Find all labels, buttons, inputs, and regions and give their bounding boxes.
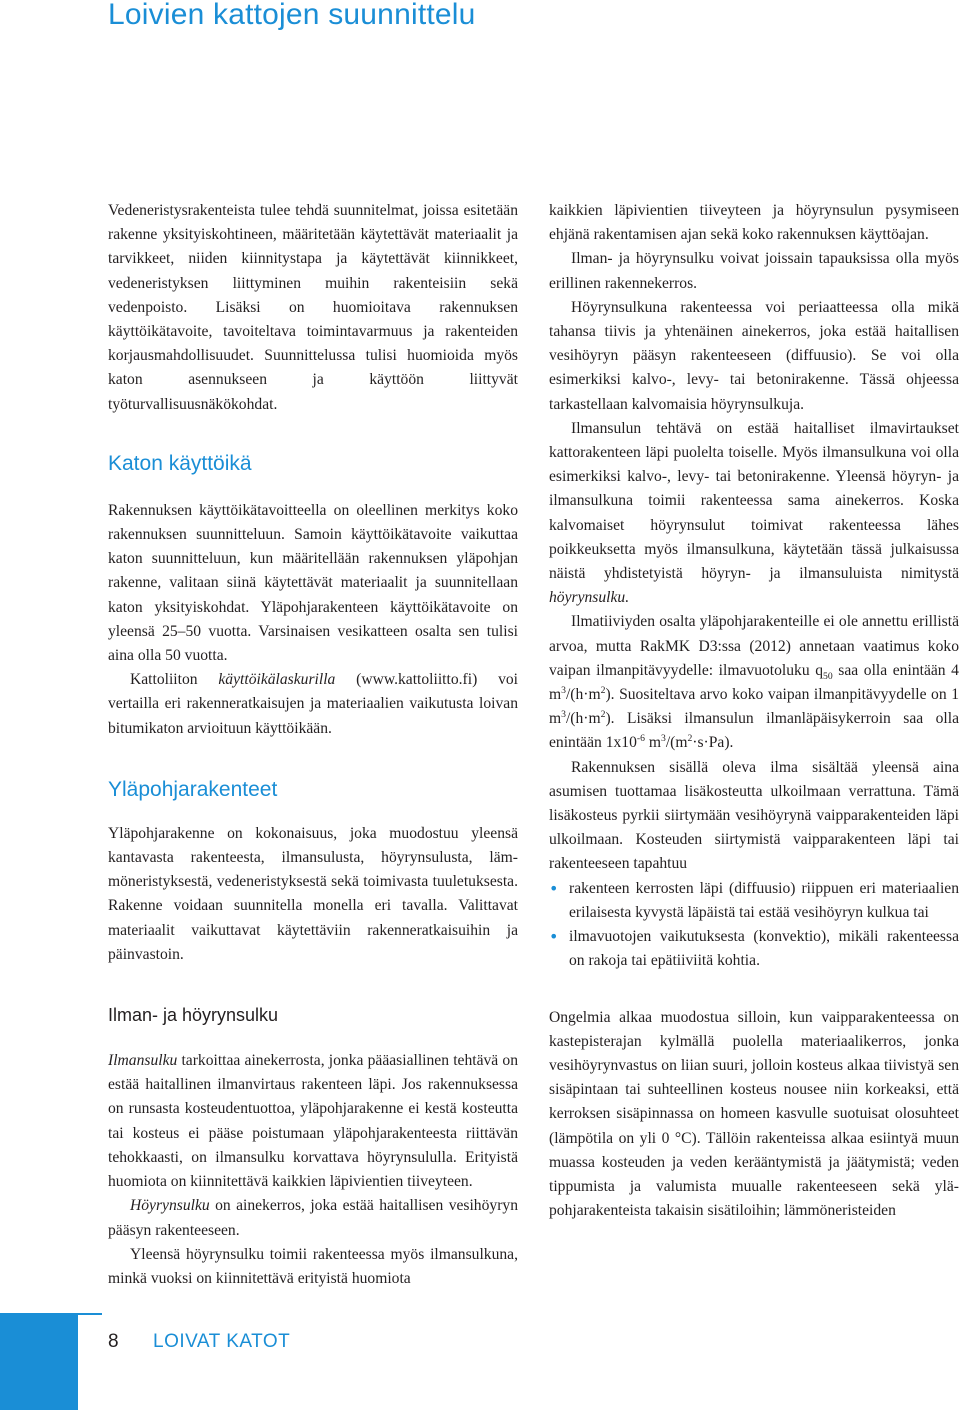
footer-accent-bar — [0, 1313, 78, 1410]
ongelmat-paragraph: Ongelmia alkaa muodostua silloin, kun vaipparakenteessa on kastepisterajan kylmällä puolella materiaalikerros, jonka vesihöyrynvastus on liian suuri, jolloin kosteus alkaa tiivistyä sen sisäpintaan tai suhteellinen kosteus nousee niin korkeaksi, että kerroksen sisäpinnassa on homeen kasvulle suotuisat olosuhteet (lämpötila on yli 0 °C). Tällöin rakenteissa alkaa esiintyä muun muassa kosteuden ja veden kerääntymistä ja jäätymistä; veden tippumista ja valumista muualle rakenteeseen sekä yläpohjarakenteista takaisin sisätiloihin; lämmöneristeiden — [549, 1008, 959, 1220]
lisakosteus-paragraph: Rakennuksen sisällä oleva ilma sisältää yleensä aina asumisen tuottamaa lisäkosteutta ulkoilmaan verrattuna. Tämä lisäkosteus pyrkii siirtymään vesihöyrynä vaipparakenteiden läpi ulkoilmaan. Kosteuden siirtymistä vaipparakenteen läpi tai rakenteeseen tapahtuu — [549, 758, 959, 873]
bullet-icon: • — [549, 878, 559, 898]
intro-paragraph: Vedeneristysrakenteista tulee tehdä suunnitelmat, joissa esitetään rakenne yksityiskohtineen, määritetään käytettävät materiaalit ja tarvikkeet, niiden kiinnitystapa ja käytettävät kiinnikkeet, vedeneristyksen liittyminen muihin rakenteisiin sekä vedenpoisto. Lisäksi on huomioitava rakennuksen käyttöikätavoite, tavoiteltava toimintavarmuus ja rakenteiden korjausmahdollisuudet. Suunnittelussa tulisi huomioida myös katon asennukseen ja käyttöön liittyvät työturvallisuusnäkökohdat. — [108, 202, 518, 413]
kayttoika-paragraph-1: Rakennuksen käyttöikätavoitteella on oleellinen merkitys koko rakennuksen suunnitteluun. Samoin käyttöikätavoite vaikuttaa katon suunnitteluun, kun määritellään rakennuksen yläpohjan rakenne, valitaan siinä käytettävät materiaalit ja suunnitellaan katon yksityiskohdat. Yläpohjarakenteen käyttöikätavoite on yleensä 25–50 vuotta. Varsinaisen vesikatteen osalta sen tulisi aina olla 50 vuotta. — [108, 501, 518, 665]
erillinen-kerros-paragraph: Ilman- ja höyrynsulku voivat joissain tapauksissa olla myös erillinen rakennekerros. — [549, 250, 959, 292]
ylapohja-paragraph: Yläpohjarakenne on kokonaisuus, joka muodostuu yleensä kantavasta rakenteesta, ilmansulusta, höyrynsulusta, lämmöneristyksestä, vedeneristyksestä sekä toimivasta tuuletuksesta. Rakenne voidaan suunnitella monella eri tavalla. Valittavat materiaalit vaikuttavat käytettäviin rakenneratkaisuihin ja päinvastoin. — [108, 824, 518, 963]
hoyrynsulku-paragraph: Höyrynsulku on ainekerros, joka estää haitallisen vesihöyryn pääsyn rakenteeseen. — [108, 1197, 518, 1239]
ilmansulku-tehtava-paragraph: Ilmansulun tehtävä on estää haitalliset ilmavirtaukset kattorakenteen läpi puolelta toiselle. Myös ilmansulkuna voi olla esimerkiksi kalvo-, levy- tai betonirakenne. Yleensä höyryn- ja ilmansulkuna toimii rakenteessa sama ainekerros. Koska kalvomaiset höyrynsulut toimivat rakenteessa lähes poikkeuksetta myös ilmansulkuna, käytetään tässä julkaisussa näistä yhdistetyistä höyryn- ja ilmansuluista nimitystä höyrynsulku. — [549, 419, 959, 607]
kayttoika-paragraph-2: Kattoliiton käyttöikälaskurilla (www.kattoliitto.fi) voi vertailla eri rakenneratkaisujen ja materiaalien vaikutusta loivan bitumikaton arvioituun käyttöikään. — [108, 671, 519, 737]
hoyrynsulku-ilmansulkuna-paragraph: Yleensä höyrynsulku toimii rakenteessa myös ilmansulkuna, minkä vuoksi on kiinnitettävä erityistä huomiota — [108, 1245, 518, 1287]
ilmansulku-paragraph: Ilmansulku tarkoittaa ainekerrosta, jonka pääasiallinen tehtävä on estää haitallinen ilmanvirtaus rakenteen läpi. Jos rakennuksessa on runsasta kosteudentuottoa, yläpohjarakenne ei kestä kosteutta tai kosteus ei pääse poistumaan yläpohjarakenteesta riittävän tehokkaasti, on ilmansulku korvattava höyrynsululla. Erityistä huomiota on kiinnitettävä kaikkien läpivientien tiiveyteen. — [108, 1052, 518, 1191]
running-title: LOIVAT KATOT — [153, 1331, 291, 1352]
list-item: • rakenteen kerrosten läpi (diffuusio) riippuen eri materiaalien erilaisesta kyvystä läpäistä tai estää vesihöyryn kulkua tai — [549, 878, 959, 921]
list-item: • ilmavuotojen vaikutuksesta (konvektio), mikäli rakenteessa on rakoja tai epätiiviitä kohtia. — [549, 927, 959, 970]
left-column — [108, 199, 518, 1291]
page-number: 8 — [108, 1331, 119, 1352]
hoyrynsulku-materiaali-paragraph: Höyrynsulkuna rakenteessa voi periaatteessa olla mikä tahansa tiivis ja yhtenäinen ainekerros, joka estää haitallisen vesihöyryn pääsyn rakenteeseen (diffuusio). Se voi olla esimerkiksi kalvo-, levy- tai betonirakenne. Tässä ohjeessa tarkastellaan kalvomaisia höyrynsulkuja. — [549, 298, 959, 413]
continued-paragraph: kaikkien läpivientien tiiveyteen ja höyrynsulun pysymiseen ehjänä rakentamisen ajan sekä koko rakennuksen käyttöajan. — [549, 202, 959, 244]
page-title: Loivien kattojen suunnittelu — [108, 0, 476, 31]
heading-ylapohjarakenteet: Yläpohjarakenteet — [108, 777, 278, 801]
bullet-list — [549, 877, 959, 974]
footer-accent-line — [78, 1313, 102, 1315]
bullet-icon: • — [549, 927, 559, 947]
ilmatiiviys-paragraph: Ilmatiiviyden osalta yläpohjarakenteille ei ole annettu erillistä arvoa, mutta RakMK D3:ssa (2012) annetaan vaatimus koko vaipan ilmanpitävyydelle: ilmavuotoluku $q_{50}$ saa olla enintään 4 $m^3/(h\cdot m^2)$. Suositeltava arvo koko vaipan ilmanpitävyydelle on 1 $m^3/(h\cdot m^2)$. Lisäksi ilmansulun ilmanläpäisykerroin saa olla enintään $1x10^{-6}$ $m^3/(m^2\cdot s\cdot Pa)$. — [549, 613, 959, 752]
heading-katon-kayttoika: Katon käyttöikä — [108, 451, 252, 475]
heading-ilman-ja-hoyrynsulku: Ilman- ja höyrynsulku — [108, 1005, 279, 1026]
right-column — [549, 199, 959, 1223]
